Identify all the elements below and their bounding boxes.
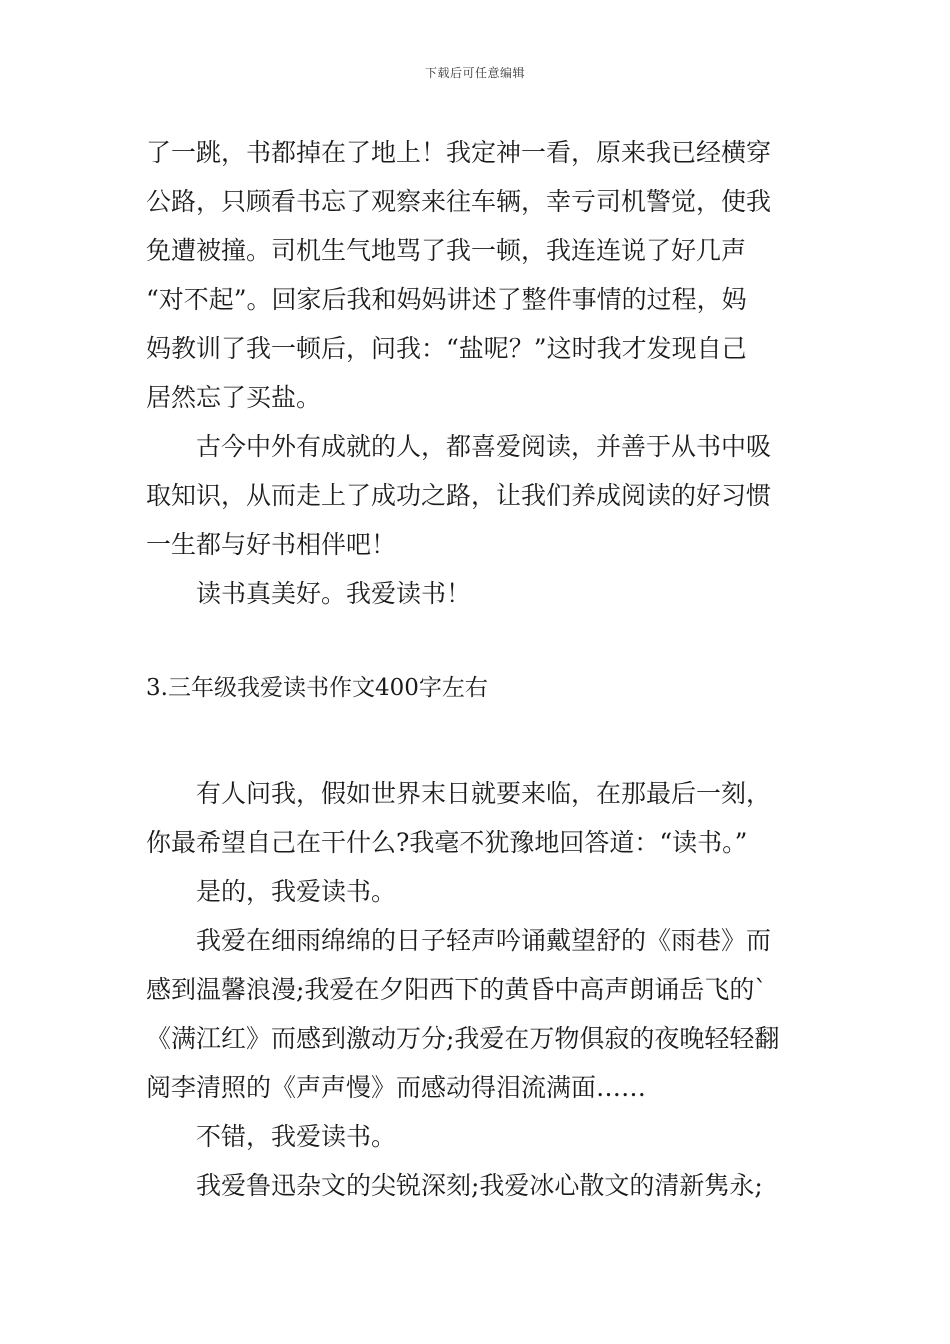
text-line: 感到温馨浪漫;我爱在夕阳西下的黄昏中高声朗诵岳飞的`: [146, 975, 767, 1004]
text-line: 读书真美好。我爱读书！: [196, 579, 472, 608]
text-line: 是的，我爱读书。: [196, 877, 397, 906]
paragraph-authors: [146, 1161, 810, 1210]
text-line: 《满江红》而感到激动万分;我爱在万物俱寂的夜晚轻轻翻: [146, 1024, 780, 1053]
paragraph-story-end: [146, 128, 810, 422]
text-line: 阅李清照的《声声慢》而感动得泪流满面……: [146, 1073, 647, 1102]
text-line: “对不起”。回家后我和妈妈讲述了整件事情的过程，妈: [146, 285, 747, 314]
text-line: 我爱鲁迅杂文的尖锐深刻;我爱冰心散文的清新隽永;: [196, 1171, 763, 1200]
text-line: 了一跳，书都掉在了地上！我定神一看，原来我已经横穿: [146, 138, 772, 167]
paragraph-closing: [146, 569, 810, 618]
text-line: 不错，我爱读书。: [196, 1122, 397, 1151]
text-line: 免遭被撞。司机生气地骂了我一顿，我连连说了好几声: [146, 236, 747, 265]
text-line: 公路，只顾看书忘了观察来往车辆，幸亏司机警觉，使我: [146, 187, 772, 216]
paragraph-conclusion: [146, 422, 810, 569]
paragraph-question: [146, 769, 810, 867]
page-header: 下载后可任意编辑: [424, 66, 525, 80]
text-line: 有人问我，假如世界末日就要来临，在那最后一刻，: [196, 779, 772, 808]
section-heading: 3.三年级我爱读书作文400字左右: [146, 675, 488, 701]
text-line: 一生都与好书相伴吧！: [146, 530, 397, 559]
text-line: 古今中外有成就的人，都喜爱阅读，并善于从书中吸: [196, 432, 772, 461]
paragraph-affirm: [146, 867, 810, 916]
text-line: 取知识，从而走上了成功之路，让我们养成阅读的好习惯: [146, 481, 772, 510]
text-line: 我爱在细雨绵绵的日子轻声吟诵戴望舒的《雨巷》而: [196, 926, 772, 955]
paragraph-poems: [146, 916, 810, 1112]
text-line: 妈教训了我一顿后，问我：“盐呢？”这时我才发现自己: [146, 334, 747, 363]
text-line: 居然忘了买盐。: [146, 383, 322, 412]
paragraph-affirm-2: [146, 1112, 810, 1161]
document-body: [146, 128, 810, 1210]
text-line: 你最希望自己在干什么?我毫不犹豫地回答道：“读书。”: [146, 828, 748, 857]
